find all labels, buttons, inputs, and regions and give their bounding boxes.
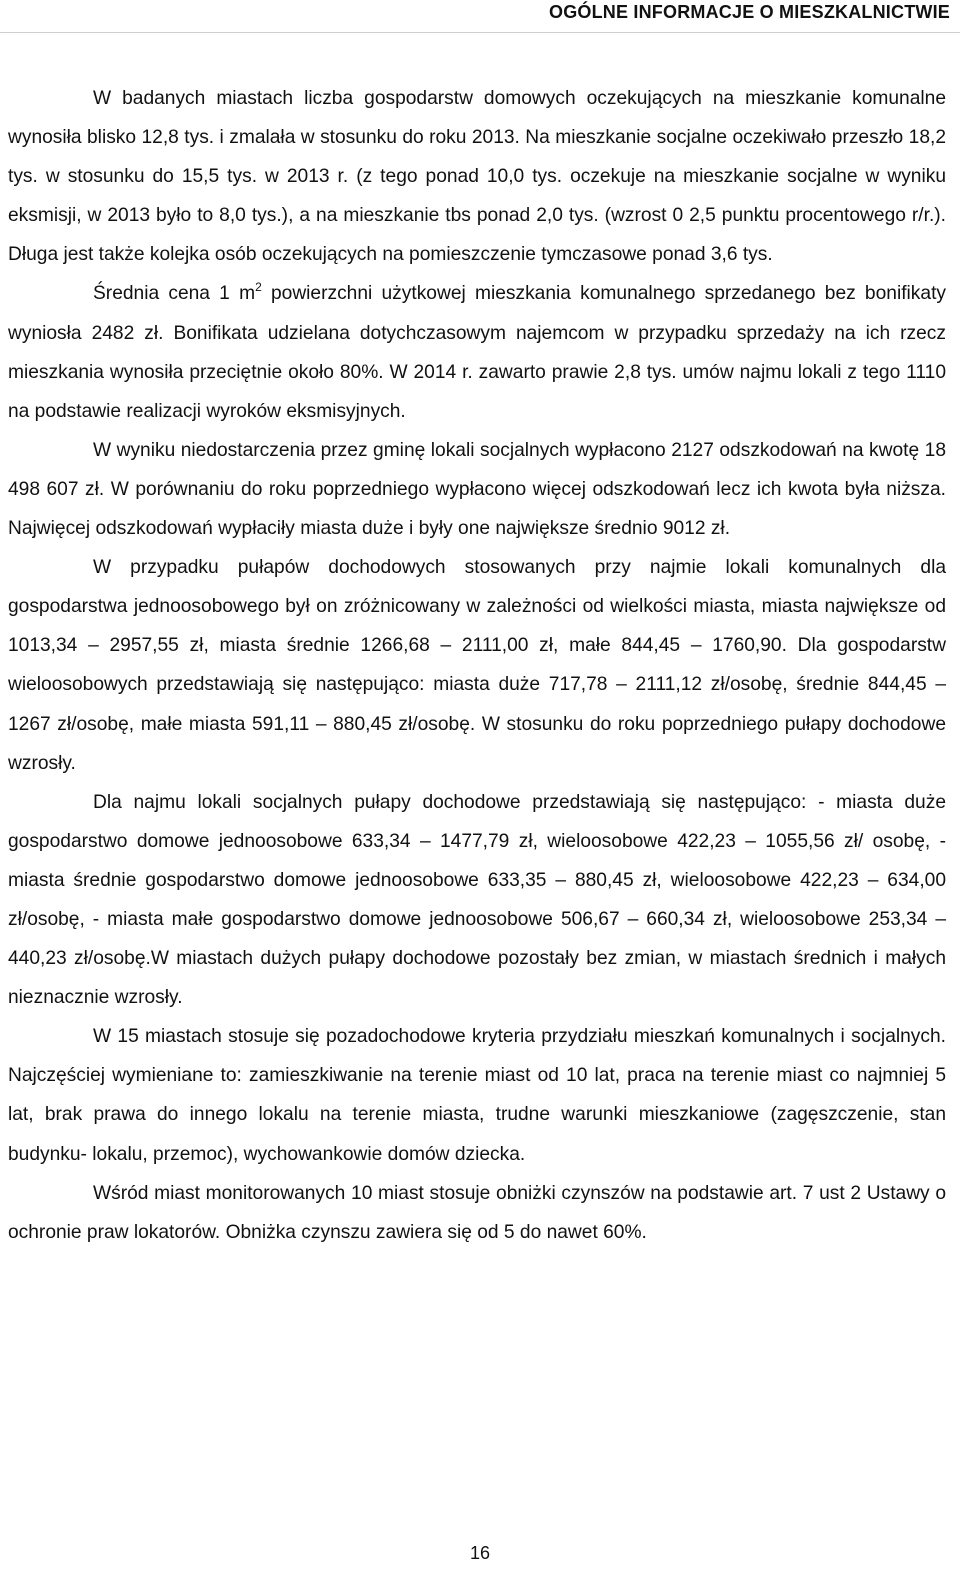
paragraph-waiting-lists: W badanych miastach liczba gospodarstw domowych oczekujących na mieszkanie komunalne wynosiła blisko 12,8 tys. i zmalała w stosunku do roku 2013. Na mieszkanie socjalne oczekiwało przeszło 18,2 tys. w stosunku do 15,5 tys. w 2013 r. (z tego ponad 10,0 tys. oczekuje na mieszkanie socjalne w wyniku eksmisji, w 2013 było to 8,0 tys.), a na mieszkanie tbs ponad 2,0 tys. (wzrost 0 2,5 punktu procentowego r/r.). Długa jest także kolejka osób oczekujących na pomieszczenie tymczasowe ponad 3,6 tys. (8, 88, 946, 266)
paragraph-compensation: W wyniku niedostarczenia przez gminę lokali socjalnych wypłacono 2127 odszkodowań na kwotę 18 498 607 zł. W porównaniu do roku poprzedniego wypłacono więcej odszkodowań lecz ich kwota była niższa. Najwięcej odszkodowań wypłaciły miasta duże i były one największe średnio 9012 zł. (8, 439, 946, 540)
page-number: 16 (469, 1543, 491, 1563)
paragraph-sale-prices-start: Średnia cena 1 m (93, 283, 256, 305)
paragraph-income-limits-social: Dla najmu lokali socjalnych pułapy dochodowe przedstawiają się następująco: - miasta duże gospodarstwo domowe jednoosobowe 633,34 – 1477,79 zł, wieloosobowe 422,23 – 1055,56 zł/ osobę, - miasta średnie gospodarstwo domowe jednoosobowe 633,35 – 880,45 zł, wieloosobowe 422,23 – 634,00 zł/osobę, - miasta małe gospodarstwo domowe jednoosobowe 506,67 – 660,34 zł, wieloosobowe 253,34 – 440,23 zł/osobę.W miastach dużych pułapy dochodowe pozostały bez zmian, w miastach średnich i małych nieznacznie wzrosły. (8, 791, 946, 1009)
paragraph-rent-reductions: Wśród miast monitorowanych 10 miast stosuje obniżki czynszów na podstawie art. 7 ust 2 Ustawy o ochronie praw lokatorów. Obniżka czynszu zawiera się od 5 do nawet 60%. (8, 1182, 946, 1243)
paragraph-income-limits-communal: W przypadku pułapów dochodowych stosowanych przy najmie lokali komunalnych dla gospodarstwa jednoosobowego był on zróżnicowany w zależności od wielkości miasta, miasta największe od 1013,34 – 2957,55 zł, miasta średnie 1266,68 – 2111,00 zł, małe 844,45 – 1760,90. Dla gospodarstw wieloosobowych przedstawiają się następująco: miasta duże 717,78 – 2111,12 zł/osobę, średnie 844,45 – 1267 zł/osobę, małe miasta 591,11 – 880,45 zł/osobę. W stosunku do roku poprzedniego pułapy dochodowe wzrosły. (8, 557, 946, 774)
paragraph-sale-prices (8, 274, 946, 430)
document-body (8, 79, 946, 1252)
paragraph-non-income-criteria: W 15 miastach stosuje się pozadochodowe kryteria przydziału mieszkań komunalnych i socjalnych. Najczęściej wymieniane to: zamieszkiwanie na terenie miast od 10 lat, praca na terenie miast co najmniej 5 lat, brak prawa do innego lokalu na terenie miasta, trudne warunki mieszkaniowe (zagęszczenie, stan budynku- lokalu, przemoc), wychowankowie domów dziecka. (8, 1026, 946, 1165)
header-divider (0, 32, 960, 33)
paragraph-sale-prices-rest: powierzchni użytkowej mieszkania komunalnego sprzedanego bez bonifikaty wyniosła 2482 zł. Bonifikata udzielana dotychczasowym najemcom w przypadku sprzedaży na ich rzecz mieszkania wynosiła przeciętnie około 80%. W 2014 r. zawarto prawie 2,8 tys. umów najmu lokali z tego 1110 na podstawie realizacji wyroków eksmisyjnych. (8, 283, 946, 422)
square-meter-superscript: 2 (255, 280, 262, 295)
running-header: OGÓLNE INFORMACJE O MIESZKALNICTWIE (549, 2, 950, 22)
